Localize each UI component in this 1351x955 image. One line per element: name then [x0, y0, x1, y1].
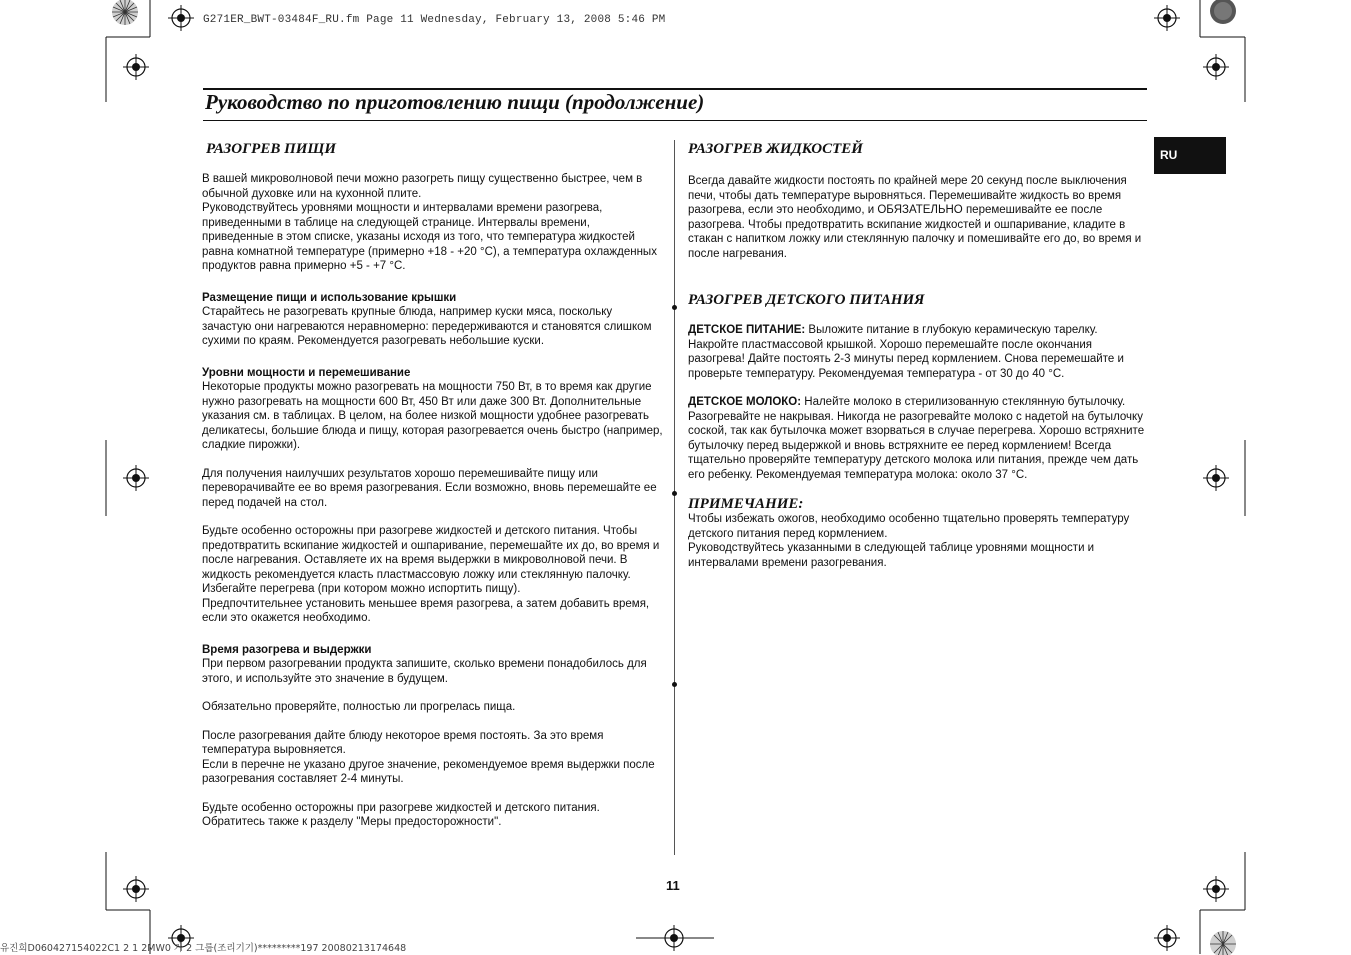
registration-target-icon: [123, 876, 149, 902]
file-info-header: G271ER_BWT-03484F_RU.fm Page 11 Wednesday, February 13, 2008 5:46 PM: [203, 14, 666, 26]
registration-target-icon: [1154, 925, 1180, 951]
page-number: 11: [666, 878, 680, 893]
page-title: Руководство по приготовлению пищи (продолжение): [205, 90, 705, 114]
note-title: ПРИМЕЧАНИЕ:: [688, 496, 804, 512]
baby-milk-text: Налейте молоко в стерилизованную стеклянную бутылочку. Разогревайте не накрывая. Никогда не разогревайте молоко с надетой на бутылочку соской, так как бутылочка может взорваться в случае перегрева. Хорошо встряхните бутылочку перед выдержкой и вновь встряхните ее перед кормлением! Всегда тщательно проверяйте температуру детского молока или питания, прежде чем дать его ребенку. Рекомендуемая температура молока: около 37 °C.: [688, 396, 1145, 481]
bullet-dot: [672, 491, 677, 496]
paragraph: [688, 395, 1150, 482]
section-title-reheating-food: РАЗОГРЕВ ПИЩИ: [206, 141, 336, 157]
baby-food-text: Выложите питание в глубокую керамическую тарелку. Накройте пластмассовой крышкой. Хорошо перемешайте после окончания разогрева! Дайте постоять 2-3 минуты перед кормлением. Снова перемешайте и проверьте температуру. Рекомендуемая температура - от 30 до 40 °C.: [688, 324, 1124, 380]
paragraph: Старайтесь не разогревать крупные блюда, например куски мяса, поскольку зачастую они нагреваются неравномерно: передерживаются и становятся слишком сухими по краям. Рекомендуется разогревать небольшие куски.: [202, 306, 652, 347]
language-tab-label: RU: [1160, 148, 1178, 162]
bullet-dot: [672, 305, 677, 310]
bullet-dot: [672, 682, 677, 687]
paragraph: [688, 323, 1150, 381]
starburst-target-icon: [110, 0, 140, 30]
paragraph: Будьте особенно осторожны при разогреве жидкостей и детского питания. Чтобы предотвратить вскипание жидкостей и ошпаривание, перемешайте их до, во время и после нагревания. Оставляете их на время выдержки в микроволновой печи. В жидкость рекомендуется класть пластмассовую ложку или стеклянную палочку. Избегайте перегрева (при котором можно испортить пищу).: [202, 525, 660, 595]
starburst-target-icon: [1208, 925, 1238, 955]
paragraph: При первом разогревании продукта запишите, сколько времени понадобилось для этого, и используйте это значение в будущем.: [202, 658, 647, 685]
registration-target-icon: [1154, 5, 1180, 31]
baby-milk-label: ДЕТСКОЕ МОЛОКО:: [688, 396, 802, 408]
left-column: [202, 140, 664, 830]
paragraph: Обязательно проверяйте, полностью ли прогрелась пища.: [202, 701, 516, 713]
registration-target-icon: [123, 465, 149, 491]
registration-target-icon: [123, 54, 149, 80]
registration-target-icon: [168, 5, 194, 31]
starburst-target-icon: [1208, 0, 1238, 30]
paragraph: Руководствуйтесь уровнями мощности и интервалами времени разогрева, приведенными в таблице на следующей странице. Интервалы времени, приведенные в этом списке, указаны исходя из того, что температура жидкостей равна комнатной температуре (примерно +18 - +20 °C), а температура охлажденных продуктов равна примерно +5 - +7 °C.: [202, 202, 657, 272]
registration-target-icon: [1203, 876, 1229, 902]
subsection-title: Время разогрева и выдержки: [202, 643, 372, 656]
print-info-footer: 유진희D060427154022C1 2 1 2MW0 가 2 그룹(조리기기)*********197 20080213174648: [0, 943, 407, 954]
subsection-title: Уровни мощности и перемешивание: [202, 366, 411, 379]
registration-target-icon: [1203, 54, 1229, 80]
paragraph: Предпочтительнее установить меньшее время разогрева, а затем добавить время, если это окажется необходимо.: [202, 597, 650, 624]
baby-food-label: ДЕТСКОЕ ПИТАНИЕ:: [688, 324, 806, 336]
paragraph: Для получения наилучших результатов хорошо перемешивайте пищу или переворачивайте ее во время разогревания. Если возможно, вновь перемешайте ее перед подачей на стол.: [202, 467, 657, 509]
registration-target-icon: [1203, 465, 1229, 491]
paragraph: В вашей микроволновой печи можно разогреть пищу существенно быстрее, чем в обычной духовке или на кухонной плите.: [202, 173, 643, 200]
paragraph: После разогревания дайте блюду некоторое время постоять. За это время температура выровняется.: [202, 729, 604, 756]
right-column: [688, 140, 1150, 570]
paragraph: Всегда давайте жидкости постоять по крайней мере 20 секунд после выключения печи, чтобы дать температуре выровняться. Перемешивайте жидкость во время разогрева, если это необходимо, и ОБЯЗАТЕЛЬНО перемешивайте ее после разогрева. Чтобы предотвратить вскипание жидкостей и ошпаривание, кладите в стакан с напитком ложку или стеклянную палочку и помешивайте его до, во время и после нагревания.: [688, 175, 1142, 260]
subsection-title: Размещение пищи и использование крышки: [202, 291, 457, 304]
paragraph: Если в перечне не указано другое значение, рекомендуемое время выдержки после разогревания составляет 2-4 минуты.: [202, 758, 655, 785]
section-title-reheating-baby-food: РАЗОГРЕВ ДЕТСКОГО ПИТАНИЯ: [688, 292, 925, 308]
section-title-reheating-liquids: РАЗОГРЕВ ЖИДКОСТЕЙ: [688, 141, 863, 157]
registration-target-icon: [661, 925, 687, 951]
title-rule-bottom: [203, 120, 1147, 121]
paragraph: Руководствуйтесь указанными в следующей таблице уровнями мощности и интервалами времени разогревания.: [688, 542, 1095, 569]
paragraph: Некоторые продукты можно разогревать на мощности 750 Вт, в то время как другие нужно разогревать на мощности 600 Вт, 450 Вт или даже 300 Вт. Дополнительные указания см. в таблицах. В целом, на более низкой мощности удобнее разогревать деликатесы, большие блюда и пищу, которая разогревается очень быстро (например, сладкие пирожки).: [202, 381, 663, 451]
paragraph: Будьте особенно осторожны при разогреве жидкостей и детского питания. Обратитесь также к разделу "Меры предосторожности".: [202, 801, 600, 828]
column-divider: [674, 140, 675, 855]
language-tab: [1154, 137, 1226, 174]
paragraph: Чтобы избежать ожогов, необходимо особенно тщательно проверять температуру детского питания перед кормлением.: [688, 513, 1130, 540]
